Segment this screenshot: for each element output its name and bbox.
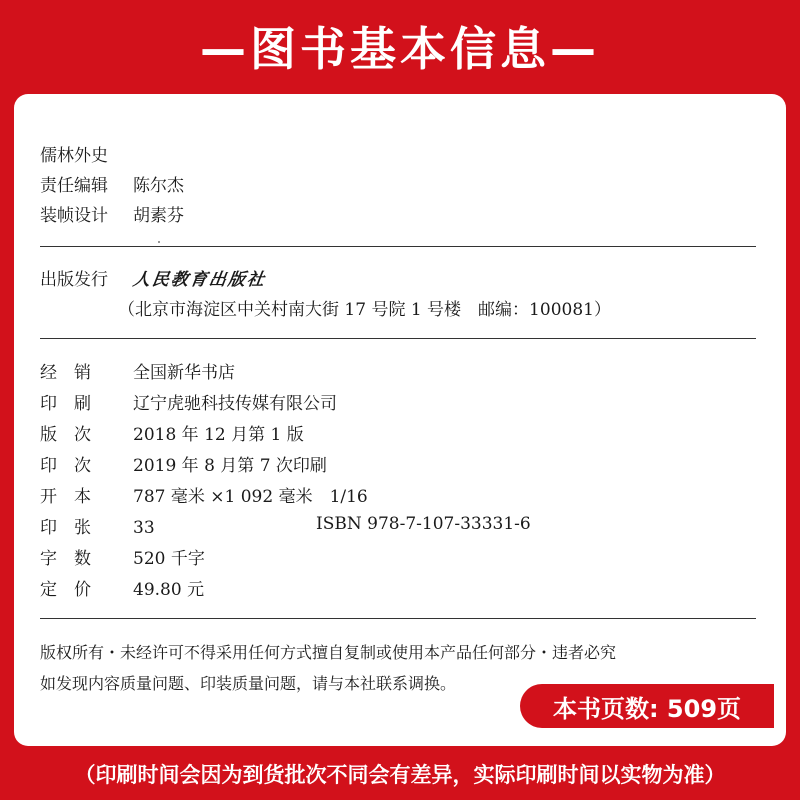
designer-label: 装帧设计	[40, 206, 108, 226]
detail-label-distributor: 经 销	[40, 363, 91, 383]
footer-note-text: （印刷时间会因为到货批次不同会有差异，实际印刷时间以实物为准）	[74, 763, 726, 787]
detail-value-format: 787 毫米 ×1 092 毫米 1/16	[133, 487, 368, 507]
detail-label-sheets: 印 张	[40, 518, 91, 538]
detail-value-price: 49.80 元	[133, 580, 205, 600]
editor-label: 责任编辑	[40, 176, 108, 196]
detail-label-wordcount: 字 数	[40, 549, 91, 569]
page-header	[0, 0, 800, 92]
copyright-line-1: 版权所有・未经许可不得采用任何方式擅自复制或使用本产品任何部分・违者必究	[40, 643, 617, 662]
detail-value-distributor: 全国新华书店	[133, 363, 235, 383]
designer-value: 胡素芬	[133, 206, 184, 226]
detail-label-printing: 印 次	[40, 456, 91, 476]
detail-value-wordcount: 520 千字	[133, 549, 205, 569]
editor-value: 陈尔杰	[133, 176, 184, 196]
publisher-address: （北京市海淀区中关村南大街 17 号院 1 号楼 邮编：100081）	[118, 300, 611, 320]
detail-label-format: 开 本	[40, 487, 91, 507]
book-title: 儒林外史	[40, 146, 108, 166]
page-count-text: 本书页数: 509页	[552, 694, 742, 723]
detail-value-printer: 辽宁虎驰科技传媒有限公司	[133, 394, 337, 414]
divider-middle	[40, 338, 756, 339]
detail-label-printer: 印 刷	[40, 394, 91, 414]
divider-top	[40, 246, 756, 247]
header-title: —图书基本信息—	[200, 22, 600, 76]
detail-value-sheets: 33	[133, 518, 155, 538]
publisher-logo: 人民教育出版社	[131, 270, 268, 290]
copyright-line-2: 如发现内容质量问题、印装质量问题，请与本社联系调换。	[40, 674, 457, 693]
detail-value-edition: 2018 年 12 月第 1 版	[133, 425, 304, 445]
detail-label-edition: 版 次	[40, 425, 91, 445]
detail-label-price: 定 价	[40, 580, 91, 600]
isbn: ISBN 978-7-107-33331-6	[316, 514, 531, 534]
detail-value-printing: 2019 年 8 月第 7 次印刷	[133, 456, 327, 476]
footer-note	[0, 756, 800, 792]
page-count-badge	[520, 684, 774, 728]
divider-bottom	[40, 618, 756, 619]
decorative-dot	[158, 241, 160, 243]
publisher-label: 出版发行	[40, 270, 108, 290]
